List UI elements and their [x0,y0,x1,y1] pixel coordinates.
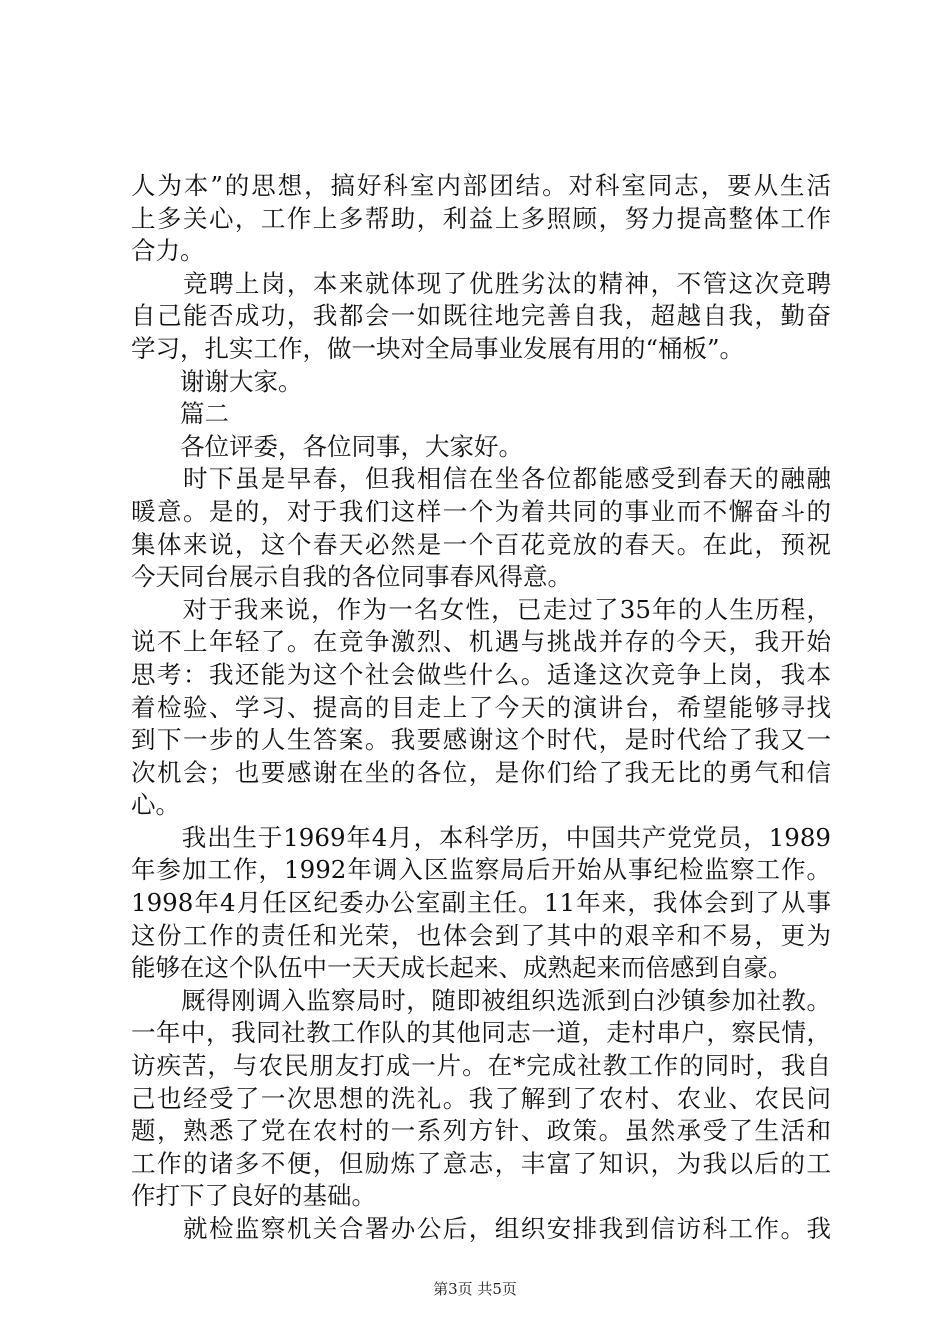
text-line: 对于我来说，作为一名女性，已走过了35年的人生历程， [131,594,831,624]
text-line: 能够在这个队伍中一天天成长起来、成熟起来而倍感到自豪。 [131,953,793,983]
page-footer: 第3页 共5页 [433,1280,517,1298]
text-line: 就检监察机关合署办公后，组织安排我到信访科工作。我 [131,1214,831,1243]
text-line: 到下一步的人生答案。我要感谢这个时代，是时代给了我又一 [131,725,831,755]
document-body [131,170,831,1246]
text-line: 各位评委，各位同事，大家好。 [131,431,523,461]
text-line: 人为本”的思想，搞好科室内部团结。对科室同志，要从生活 [131,171,831,200]
text-line: 访疾苦，与农民朋友打成一片。在*完成社教工作的同时，我自 [131,1051,831,1081]
text-line: 题，熟悉了党在农村的一系列方针、政策。虽然承受了生活和 [131,1116,831,1146]
text-line: 己也经受了一次思想的洗礼。我了解到了农村、农业、农民问 [131,1083,831,1113]
text-line: 暖意。是的，对于我们这样一个为着共同的事业而不懈奋斗的 [131,496,831,526]
text-line: 一年中，我同社教工作队的其他同志一道，走村串户，察民情， [131,1018,831,1048]
text-line: 心。 [131,790,180,820]
text-line: 厩得刚调入监察局时，随即被组织选派到白沙镇参加社教。 [131,985,831,1015]
text-line: 思考：我还能为这个社会做些什么。适逢这次竞争上岗，我本 [131,659,831,689]
text-line: 我出生于1969年4月，本科学历，中国共产党党员，1989 [131,822,831,852]
text-line: 竞聘上岗，本来就体现了优胜劣汰的精神，不管这次竞聘 [131,268,831,298]
text-line: 1998年4月任区纪委办公室副主任。11年来，我体会到了从事 [131,888,831,918]
text-line: 次机会；也要感谢在坐的各位，是你们给了我无比的勇气和信 [131,757,831,787]
text-line: 自己能否成功，我都会一如既往地完善自我，超越自我，勤奋 [131,301,831,331]
text-line: 说不上年轻了。在竞争激烈、机遇与挑战并存的今天，我开始 [131,627,831,657]
text-line: 合力。 [131,236,205,266]
text-line: 着检验、学习、提高的目走上了今天的演讲台，希望能够寻找 [131,692,831,722]
text-line: 这份工作的责任和光荣，也体会到了其中的艰辛和不易，更为 [131,920,831,950]
text-line: 时下虽是早春，但我相信在坐各位都能感受到春天的融融 [131,464,831,494]
text-line: 今天同台展示自我的各位同事春风得意。 [131,562,572,592]
text-line: 篇二 [131,399,229,429]
text-line: 年参加工作，1992年调入区监察局后开始从事纪检监察工作。 [131,855,831,885]
text-line: 工作的诸多不便，但励炼了意志，丰富了知识，为我以后的工 [131,1148,831,1178]
text-line: 集体来说，这个春天必然是一个百花竞放的春天。在此，预祝 [131,529,831,559]
text-line: 上多关心，工作上多帮助，利益上多照顾，努力提高整体工作 [131,203,831,233]
text-line: 谢谢大家。 [131,366,303,396]
text-line: 作打下了良好的基础。 [131,1181,376,1211]
text-line: 学习，扎实工作，做一块对全局事业发展有用的“桶板”。 [131,333,745,363]
